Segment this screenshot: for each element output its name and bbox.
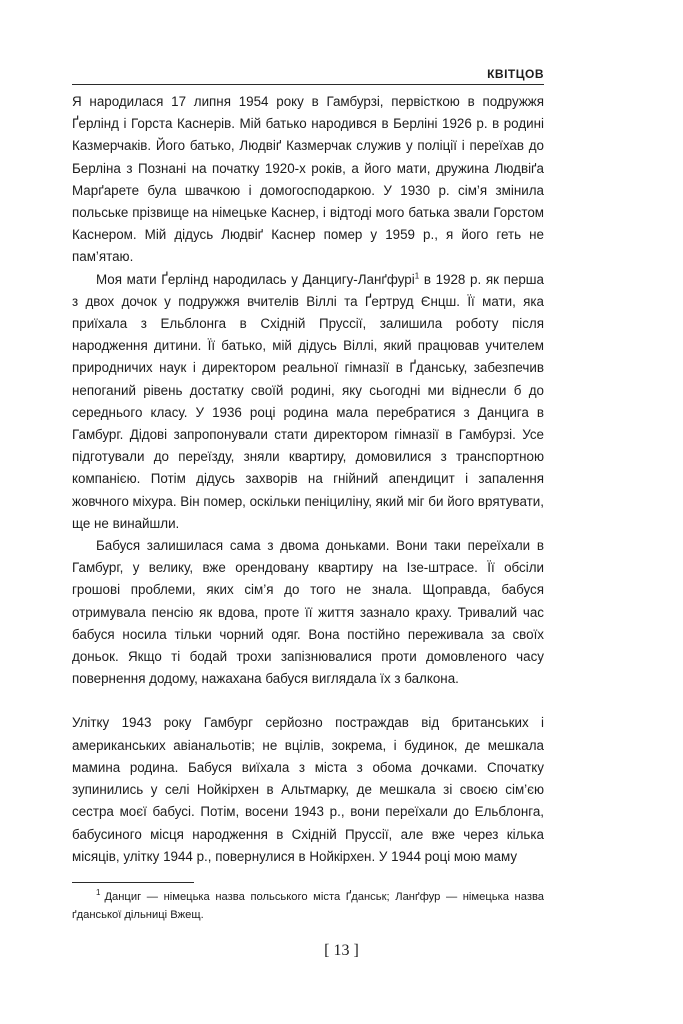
footnote-text: Данциг — німецька назва польського міста Ґданськ; Ланґфур — німецька назва ґданської дільниці Вжещ. [72, 891, 544, 921]
page-number: [ 13 ] [324, 942, 359, 959]
footnote-reference: 1 [414, 271, 420, 281]
section-break [72, 690, 544, 712]
header-rule [72, 84, 544, 85]
page-body [72, 66, 544, 868]
paragraph-2-text-after: в 1928 р. як перша з двох дочок у подружжя вчителів Віллі та Ґертруд Єнцш. Її мати, яка приїхала з Ельблонга в Східній Пруссії, залишила роботу після народження дитини. Її батько, мій дідусь Віллі, який працював учителем природничих наук і директором реальної гімназії в Ґданську, забезпечив непоганий рівень достатку своїй родині, яку сьогодні ми віднесли б до середнього класу. У 1936 році родина мала перебратися з Данцига в Гамбург. Дідові запропонували стати директором гімназії в Гамбурзі. Усе підготували до переїзду, зняли квартиру, домовилися з транспортною компанією. Потім дідусь захворів на гнійний апендицит і запалення жовчного міхура. Він помер, оскільки пеніциліну, який міг би його врятувати, ще не винайшли. [72, 271, 544, 531]
paragraph-1: Я народилася 17 липня 1954 року в Гамбурзі, первісткою в подружжя Ґерлінд і Горста Каснерів. Мій батько народився в Берліні 1926 р. в родині Казмерчаків. Його батько, Людвіґ Казмерчак служив у поліції і переїхав до Берліна з Познані на початку 1920-х років, а його мати, дружина Людвіґа Марґарете була швачкою і домогосподаркою. У 1930 р. сім’я змінила польське прізвище на німецьке Каснер, і відтоді мого батька звали Горстом Каснером. Мій дідусь Людвіґ Каснер помер у 1959 р., я його геть не пам’ятаю. [72, 94, 544, 265]
paragraph-2-text-before: Моя мати Ґерлінд народилась у Данцигу-Ланґфурі [96, 271, 415, 287]
main-text [72, 91, 544, 868]
footnote-number: 1 [96, 888, 101, 898]
footnote [72, 888, 544, 924]
paragraph-3: Бабуся залишилася сама з двома доньками. Вони таки переїхали в Гамбург, у велику, вже орендовану квартиру на Ізе-штрасе. Її обсіли грошові проблеми, яких сім’я до того не знала. Щоправда, бабуся отримувала пенсію як вдова, проте її життя зазнало краху. Тривалий час бабуся носила тільки чорний одяг. Вона постійно переживала за своїх доньок. Якщо ті бодай трохи запізнювалися проти домовленого часу повернення додому, нажахана бабуся виглядала їх з балкона. [72, 538, 544, 687]
footnote-rule [72, 882, 194, 883]
paragraph-2 [72, 269, 544, 535]
running-head: КВІТЦОВ [487, 67, 544, 81]
paragraph-4: Улітку 1943 року Гамбург серйозно постраждав від британських і американських авіанальотів; не вцілів, зокрема, і будинок, де мешкала мамина родина. Бабуся виїхала з міста з обома дочками. Спочатку зупинились у селі Нойкірхен в Альтмарку, де мешкала зі своєю сім’єю сестра моєї бабусі. Потім, восени 1943 р., вони переїхали до Ельблонга, бабусиного місця народження в Східній Пруссії, але вже через кілька місяців, улітку 1944 р., повернулися в Нойкірхен. У 1944 році мою маму [72, 715, 544, 864]
